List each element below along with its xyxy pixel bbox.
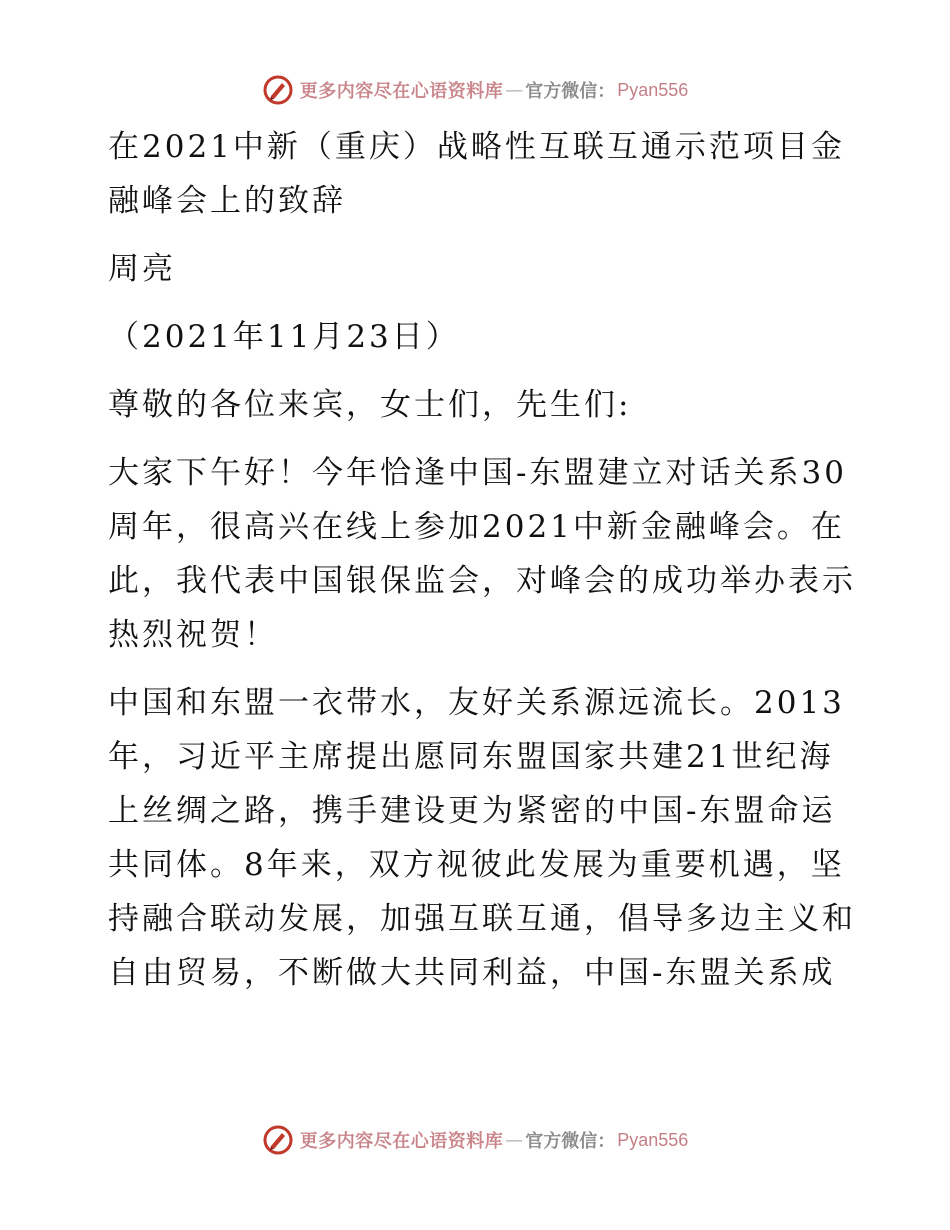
watermark-wechat-id: Pyan556	[617, 1129, 689, 1150]
salutation: 尊敬的各位来宾，女士们，先生们:	[108, 387, 632, 423]
watermark-dash: —	[505, 1129, 524, 1151]
document-date: （2021年11月23日）	[108, 319, 460, 355]
watermark-dash: —	[505, 79, 524, 101]
watermark-text: 更多内容尽在心语资料库	[299, 1131, 504, 1152]
watermark-text: 更多内容尽在心语资料库	[299, 81, 504, 102]
watermark-label: 官方微信：	[525, 1131, 616, 1152]
document-author: 周亮	[108, 251, 176, 287]
watermark-wechat-id: Pyan556	[617, 79, 689, 100]
pen-logo-icon	[262, 74, 294, 106]
footer-watermark	[0, 1122, 950, 1158]
paragraph: 大家下午好！今年恰逢中国-东盟建立对话关系30周年，很高兴在线上参加2021中新金融峰会。在此，我代表中国银保监会，对峰会的成功举办表示热烈祝贺！	[108, 455, 856, 653]
document-title: 在2021中新（重庆）战略性互联互通示范项目金融峰会上的致辞	[108, 129, 845, 219]
watermark-label: 官方微信：	[525, 81, 616, 102]
header-watermark	[0, 72, 950, 108]
pen-logo-icon	[262, 1124, 294, 1156]
document-body	[96, 120, 856, 1014]
paragraph: 中国和东盟一衣带水，友好关系源远流长。2013年，习近平主席提出愿同东盟国家共建21世纪海上丝绸之路，携手建设更为紧密的中国-东盟命运共同体。8年来，双方视彼此发展为重要机遇，坚持融合联动发展，加强互联互通，倡导多边主义和自由贸易，不断做大共同利益，中国-东盟关系成	[108, 685, 856, 991]
